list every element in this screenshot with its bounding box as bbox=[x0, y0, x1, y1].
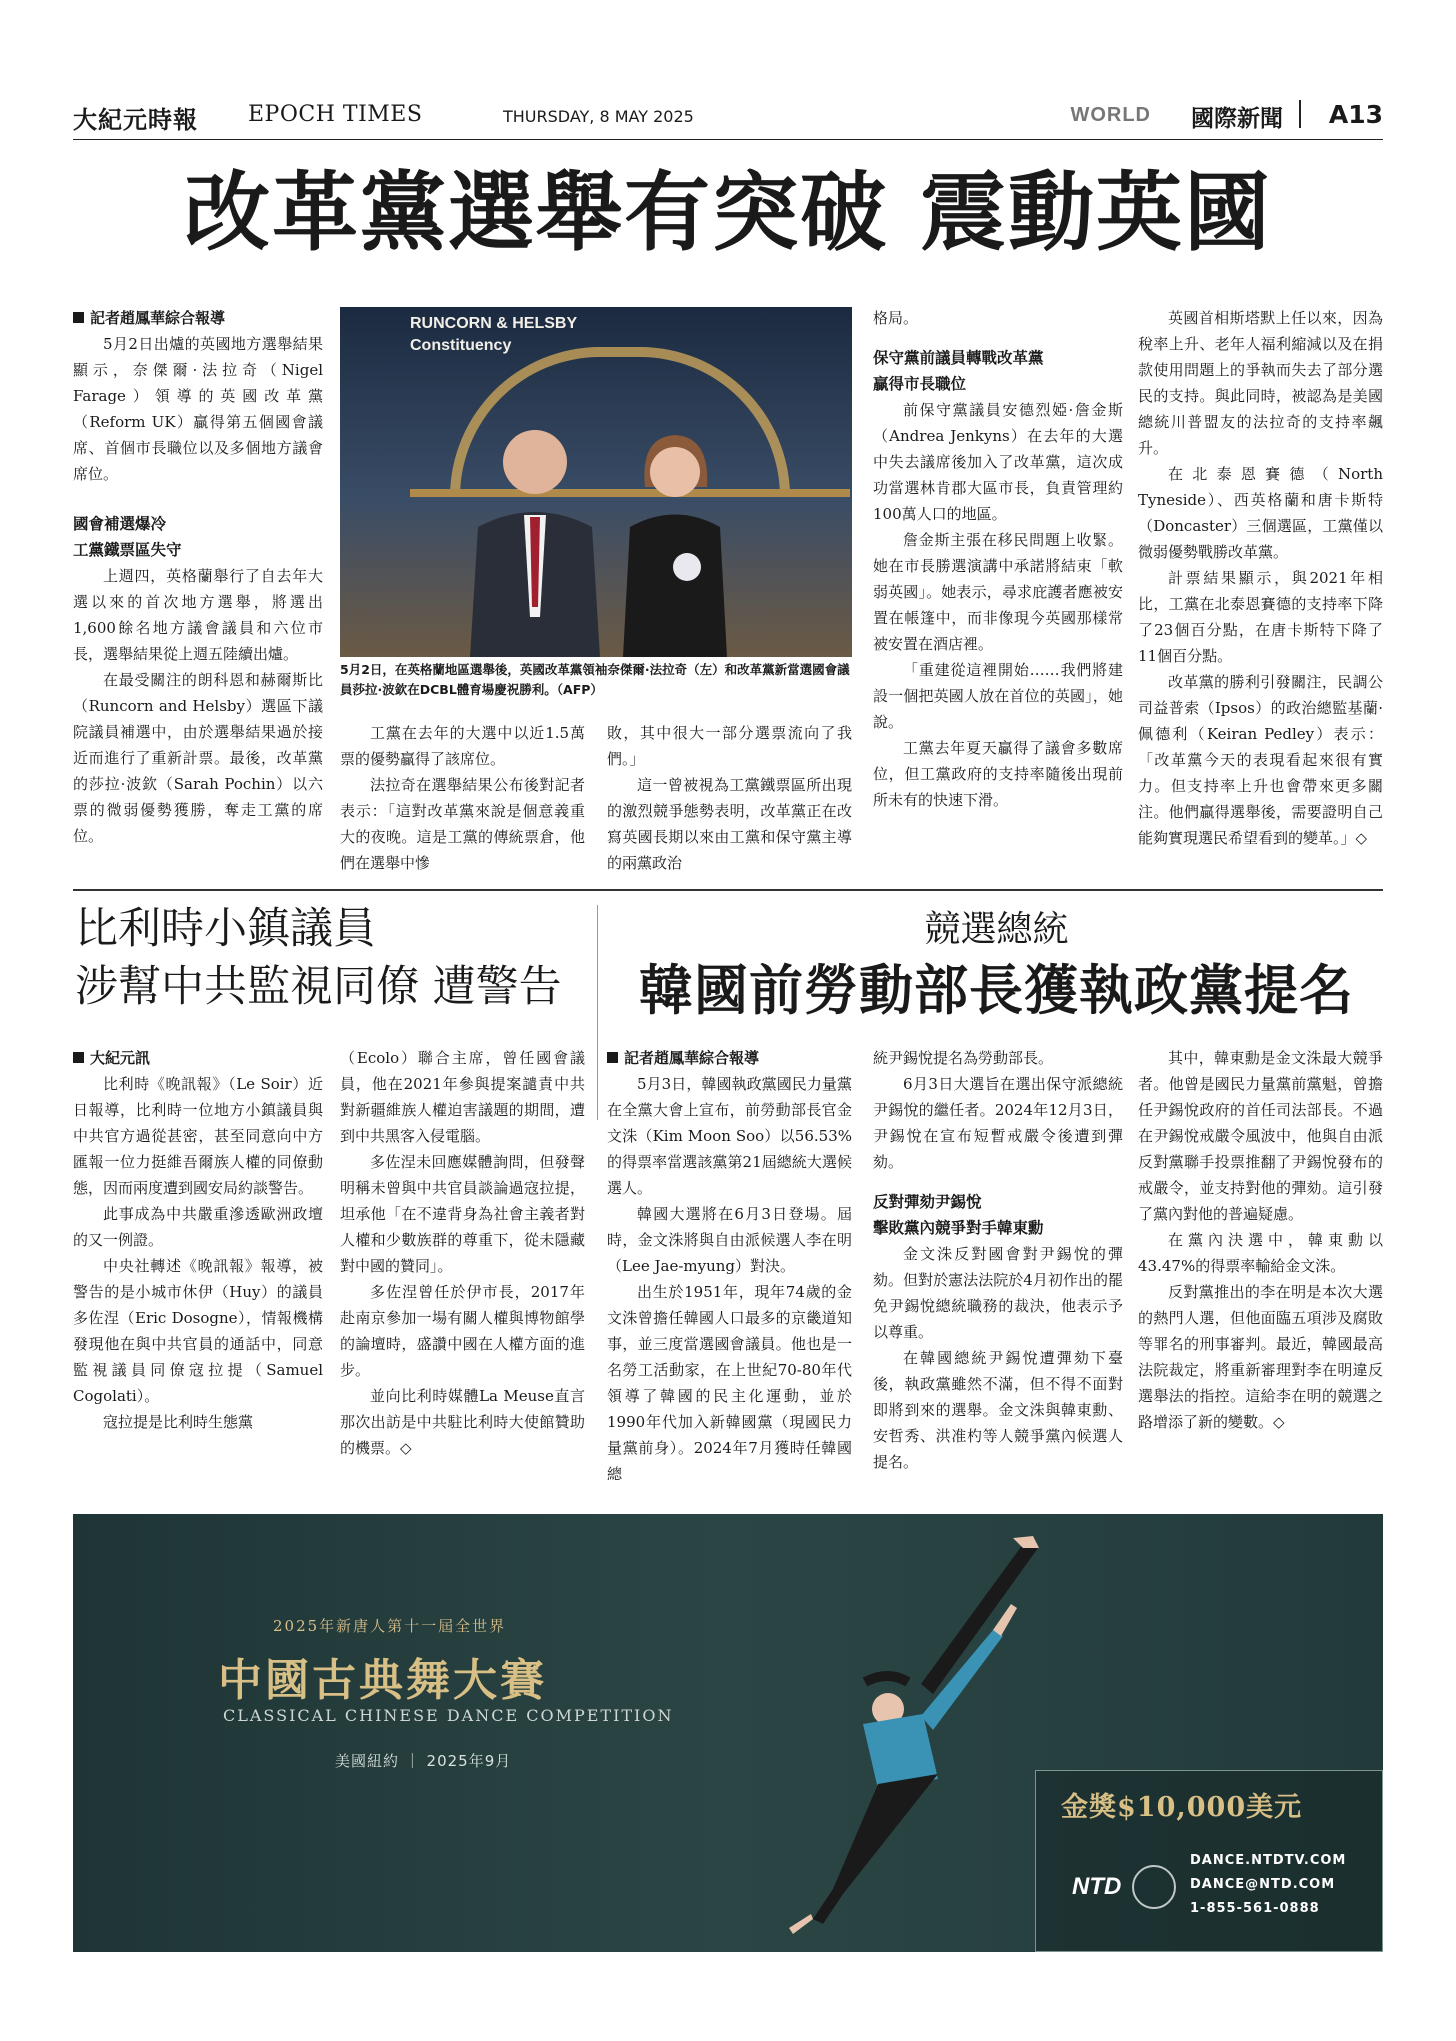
lead-col2-p1: 工黨在去年的大選中以近1.5萬票的優勢贏得了該席位。 bbox=[340, 724, 585, 768]
korea-col2-p2: 金文洙反對國會對尹錫悅的彈劾。但對於憲法法院於4月初作出的罷免尹錫悅總統職務的裁決，他表示予以尊重。 bbox=[873, 1245, 1123, 1341]
belgium-col1-p4: 寇拉提是比利時生態黨 bbox=[103, 1413, 254, 1431]
korea-col1-p1: 5月3日，韓國執政黨國民力量黨在全黨大會上宣布，前勞動部長官金文洙（Kim Moon Soo）以56.53%的得票率當選該黨第21屆總統大選候選人。 bbox=[607, 1075, 852, 1197]
belgium-column-1 bbox=[73, 1045, 323, 1435]
korea-col1-p2: 韓國大選將在6月3日登場。屆時，金文洙將與自由派候選人李在明（Lee Jae-myung）對決。 bbox=[607, 1205, 852, 1275]
ntd-logo: NTD bbox=[1072, 1873, 1122, 1900]
byline-square-icon bbox=[73, 312, 84, 323]
lead-subhead-2: 保守黨前議員轉戰改革黨 贏得市長職位 bbox=[873, 349, 1044, 393]
photo-banner-text: RUNCORN & HELSBY Constituency bbox=[410, 315, 578, 354]
lead-col3-p1: 敗，其中很大一部分選票流向了我們。」 bbox=[607, 724, 852, 768]
belgium-col2-p2: 多佐涅曾任於伊市長，2017年赴南京參加一場有關人權與博物館學的論壇時，盛讚中國在人權方面的進步。 bbox=[340, 1283, 585, 1379]
ad-email-link[interactable]: DANCE@NTD.COM bbox=[1190, 1877, 1336, 1892]
lead-photo-caption: 5月2日，在英格蘭地區選舉後，英國改革黨領袖奈傑爾·法拉奇（左）和改革黨新當選國會議員莎拉·波欽在DCBL體育場慶祝勝利。（AFP） bbox=[340, 662, 850, 697]
lead-col5-p4: 改革黨的勝利引發關注，民調公司益普索（Ipsos）的政治總監基蘭·佩德利（Keiran Pedley）表示：「改革黨今天的表現看起來很有實力。但支持率上升也會帶來更多關注。他們贏得選舉後，需要證明自己能夠實現選民希望看到的變革。」◇ bbox=[1138, 673, 1383, 847]
woman-figure-icon bbox=[615, 427, 735, 657]
korea-column-3 bbox=[1138, 1045, 1383, 1435]
masthead-date: THURSDAY, 8 MAY 2025 bbox=[503, 107, 694, 126]
lead-col4-p2: 詹金斯主張在移民問題上收緊。她在市長勝選演講中承諾將結束「軟弱英國」。她表示，尋求庇護者應被安置在帳篷中，而非像現今英國那樣常被安置在酒店裡。 bbox=[873, 531, 1123, 653]
lead-col4-top: 格局。 bbox=[873, 309, 919, 327]
korea-headline: 韓國前勞動部長獲執政黨提名 bbox=[639, 959, 1354, 1022]
page-number: A13 bbox=[1328, 100, 1383, 129]
belgium-col2-p3: 並向比利時媒體La Meuse直言那次出訪是中共駐比利時大使館贊助的機票。◇ bbox=[340, 1387, 585, 1457]
ad-contact-box bbox=[1035, 1770, 1383, 1952]
lead-col5-p1: 英國首相斯塔默上任以來，因為稅率上升、老年人福利縮減以及在捐款使用問題上的爭執而失去了部分選民的支持。與此同時，被認為是美國總統川普盟友的法拉奇的支持率飆升。 bbox=[1138, 309, 1383, 457]
section-label-zh: 國際新聞 bbox=[1191, 106, 1283, 132]
ad-title-zh: 中國古典舞大賽 bbox=[218, 1655, 547, 1706]
lead-column-1 bbox=[73, 305, 323, 849]
ad-kicker: 2025年新唐人第十一屆全世界 bbox=[273, 1617, 507, 1635]
belgium-col1-p3: 中央社轉述《晚訊報》報導，被警告的是小城市休伊（Huy）的議員多佐涅（Eric Dosogne），情報機構發現他在與中共官員的通話中，同意監視議員同僚寇拉提（Samuel Cogolati）。 bbox=[73, 1257, 323, 1405]
lead-col1-p1: 5月2日出爐的英國地方選舉結果顯示，奈傑爾·法拉奇（Nigel Farage）領導的英國改革黨（Reform UK）贏得第五個國會議席、首個市長職位以及多個地方議會席位。 bbox=[73, 335, 323, 483]
korea-col2-p3: 在韓國總統尹錫悅遭彈劾下臺後，執政黨雖然不滿，但不得不面對即將到來的選舉。金文洙與韓東勳、安哲秀、洪准杓等人競爭黨內候選人提名。 bbox=[873, 1349, 1123, 1471]
belgium-headline-line2: 涉幫中共監視同僚 遭警告 bbox=[75, 962, 562, 1012]
lead-column-3 bbox=[607, 720, 852, 876]
ad-location-date: 美國紐約 ｜ 2025年9月 bbox=[335, 1752, 512, 1770]
byline-square-icon bbox=[607, 1052, 618, 1063]
byline-square-icon bbox=[73, 1052, 84, 1063]
masthead-logo-zh: 大紀元時報 bbox=[73, 105, 198, 134]
korea-kicker: 競選總統 bbox=[924, 909, 1069, 950]
korea-subhead: 反對彈劾尹錫悅 擊敗黨內競爭對手韓東勳 bbox=[873, 1193, 1044, 1237]
lead-column-5 bbox=[1138, 305, 1383, 851]
korea-column-1 bbox=[607, 1045, 852, 1487]
lead-column-4 bbox=[873, 305, 1123, 813]
lead-byline: 記者趙鳳華綜合報導 bbox=[73, 305, 323, 331]
korea-col2-p1: 6月3日大選旨在選出保守派總統尹錫悅的繼任者。2024年12月3日，尹錫悅在宣布短暫戒嚴令後遭到彈劾。 bbox=[873, 1075, 1123, 1171]
korea-col1-p3: 出生於1951年，現年74歲的金文洙曾擔任韓國人口最多的京畿道知事，並三度當選國會議員。他也是一名勞工活動家，在上世紀70-80年代領導了韓國的民主化運動，並於1990年代加入新韓國黨（現國民力量黨前身）。2024年7月獲時任韓國總 bbox=[607, 1283, 852, 1483]
lead-headline: 改革黨選舉有突破 震動英國 bbox=[184, 162, 1272, 263]
ad-contacts bbox=[1190, 1849, 1346, 1921]
belgium-col2-top: （Ecolo）聯合主席，曾任國會議員，他在2021年參與提案譴責中共對新疆維族人權迫害議題的期間，遭到中共黑客入侵電腦。 bbox=[340, 1049, 585, 1145]
ad-website-link[interactable]: DANCE.NTDTV.COM bbox=[1190, 1853, 1347, 1868]
lead-col1-p3: 在最受關注的朗科恩和赫爾斯比（Runcorn and Helsby）選區下議院議員補選中，由於選舉結果過於接近而進行了重新計票。最後，改革黨的莎拉·波欽（Sarah Pochin）以六票的微弱優勢獲勝，奪走工黨的席位。 bbox=[73, 671, 323, 845]
ad-prize: 金獎$10,000美元 bbox=[1061, 1792, 1303, 1823]
section-rule bbox=[73, 889, 1383, 891]
seal-icon bbox=[1132, 1865, 1176, 1909]
man-figure-icon bbox=[460, 417, 610, 657]
belgium-col1-p1: 比利時《晚訊報》（Le Soir）近日報導，比利時一位地方小鎮議員與中共官方過從甚密，甚至同意向中方匯報一位力挺維吾爾族人權的同僚動態，因而兩度遭到國安局約談警告。 bbox=[73, 1075, 323, 1197]
column-rule bbox=[597, 905, 598, 1120]
lead-col4-p1: 前保守黨議員安德烈婭·詹金斯（Andrea Jenkyns）在去年的大選中失去議席後加入了改革黨，這次成功當選林肯郡大區市長，負責管理約100萬人口的地區。 bbox=[873, 401, 1123, 523]
korea-byline: 記者趙鳳華綜合報導 bbox=[607, 1045, 852, 1071]
lead-col4-p3: 「重建從這裡開始……我們將建設一個把英國人放在首位的英國」，她說。 bbox=[873, 661, 1123, 731]
korea-col3-p3: 反對黨推出的李在明是本次大選的熱門人選，但他面臨五項涉及腐敗等罪名的刑事審判。最近，韓國最高法院裁定，將重新審理對李在明違反選舉法的指控。這給李在明的競選之路增添了新的變數。◇ bbox=[1138, 1283, 1383, 1431]
belgium-byline: 大紀元訊 bbox=[73, 1045, 323, 1071]
lead-col1-p2: 上週四，英格蘭舉行了自去年大選以來的首次地方選舉，將選出1,600餘名地方議會議員和六位市長，選舉結果從上週五陸續出爐。 bbox=[73, 567, 323, 663]
korea-column-2 bbox=[873, 1045, 1123, 1475]
masthead-divider bbox=[1299, 100, 1301, 128]
belgium-headline bbox=[75, 900, 585, 1016]
dance-competition-ad[interactable] bbox=[73, 1514, 1383, 1952]
lead-col4-p4: 工黨去年夏天贏得了議會多數席位，但工黨政府的支持率隨後出現前所未有的快速下滑。 bbox=[873, 739, 1123, 809]
ad-phone[interactable]: 1-855-561-0888 bbox=[1190, 1901, 1320, 1916]
lead-col2-p2: 法拉奇在選舉結果公布後對記者表示：「這對改革黨來說是個意義重大的夜晚。這是工黨的傳統票倉，他們在選舉中慘 bbox=[340, 776, 585, 872]
korea-col2-top: 統尹錫悅提名為勞動部長。 bbox=[873, 1049, 1054, 1067]
lead-col5-p3: 計票結果顯示，與2021年相比，工黨在北泰恩賽德的支持率下降了23個百分點，在唐卡斯特下降了11個百分點。 bbox=[1138, 569, 1383, 665]
section-label-en: WORLD bbox=[1070, 104, 1151, 126]
lead-column-2 bbox=[340, 720, 585, 876]
lead-col5-p2: 在北泰恩賽德（North Tyneside）、西英格蘭和唐卡斯特（Doncaster）三個選區，工黨僅以微弱優勢戰勝改革黨。 bbox=[1138, 465, 1383, 561]
belgium-col1-p2: 此事成為中共嚴重滲透歐洲政壇的又一例證。 bbox=[73, 1205, 323, 1249]
ad-title-en: CLASSICAL CHINESE DANCE COMPETITION bbox=[223, 1706, 674, 1725]
korea-col3-p1: 其中，韓東勳是金文洙最大競爭者。他曾是國民力量黨前黨魁，曾擔任尹錫悅政府的首任司法部長。不過在尹錫悅戒嚴令風波中，他與自由派反對黨聯手投票推翻了尹錫悅發布的戒嚴令，並支持對他的彈劾。這引發了黨內對他的普遍疑慮。 bbox=[1138, 1049, 1383, 1223]
belgium-column-2 bbox=[340, 1045, 585, 1461]
masthead bbox=[73, 88, 1383, 140]
korea-col3-p2: 在黨內決選中，韓東勳以43.47%的得票率輸給金文洙。 bbox=[1138, 1231, 1383, 1275]
masthead-logo-en: EPOCH TIMES bbox=[248, 102, 423, 127]
belgium-headline-line1: 比利時小鎮議員 bbox=[75, 904, 376, 954]
lead-photo bbox=[340, 307, 852, 657]
lead-subhead-1: 國會補選爆冷 工黨鐵票區失守 bbox=[73, 515, 182, 559]
belgium-col2-p1: 多佐涅未回應媒體詢問，但發聲明稱未曾與中共官員談論過寇拉提，坦承他「在不違背身為社會主義者對人權和少數族群的尊重下，從未隱藏對中國的贊同」。 bbox=[340, 1153, 585, 1275]
lead-col3-p2: 這一曾被視為工黨鐵票區所出現的激烈競爭態勢表明，改革黨正在改寫英國長期以來由工黨和保守黨主導的兩黨政治 bbox=[607, 776, 852, 872]
